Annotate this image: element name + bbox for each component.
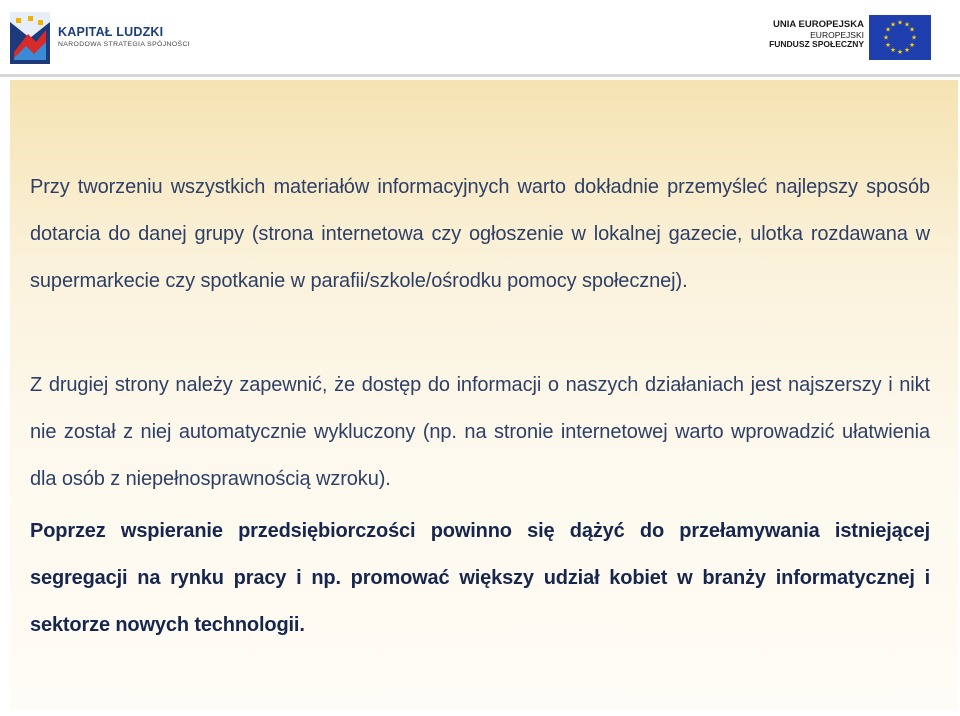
kapital-ludzki-wordmark xyxy=(58,26,190,48)
paragraph-text: Z drugiej strony należy zapewnić, że dostęp do informacji o naszych działaniach jest najszerszy i nikt nie został z niej automatycznie wykluczony (np. na stronie internetowej warto wprowadzić ułatwienia dla osób z niepełnosprawnością wzroku). xyxy=(30,374,930,490)
svg-text:★: ★ xyxy=(909,41,915,49)
svg-text:★: ★ xyxy=(904,46,910,54)
svg-text:★: ★ xyxy=(890,20,896,29)
svg-text:★: ★ xyxy=(909,25,915,34)
svg-text:★: ★ xyxy=(890,46,896,54)
fund-name-line1: EUROPEJSKI xyxy=(810,29,864,40)
svg-text:★: ★ xyxy=(897,48,903,56)
svg-text:★: ★ xyxy=(904,20,910,29)
content-panel xyxy=(10,80,958,710)
paragraph-materials xyxy=(30,164,930,305)
svg-text:★: ★ xyxy=(911,33,917,42)
svg-text:★: ★ xyxy=(897,18,903,27)
paragraph-text-bold: Poprzez wspieranie przedsiębiorczości powinno się dążyć do przełamywania istniejącej segregacji na rynku pracy i np. promować większy udział kobiet w branży informatycznej i sektorze nowych technologii. xyxy=(30,520,930,636)
eu-flag-icon xyxy=(869,15,931,60)
header-bar xyxy=(0,0,960,74)
paragraph-accessibility xyxy=(30,362,930,503)
eu-fund-wordmark xyxy=(769,20,864,50)
program-name: KAPITAŁ LUDZKI xyxy=(58,25,164,39)
svg-text:★: ★ xyxy=(885,41,891,49)
fund-name-line2: FUNDUSZ SPOŁECZNY xyxy=(769,39,864,50)
program-subtitle: NARODOWA STRATEGIA SPÓJNOŚCI xyxy=(58,40,191,48)
svg-text:★: ★ xyxy=(885,25,891,34)
header-divider xyxy=(0,74,960,77)
paragraph-text: Przy tworzeniu wszystkich materiałów informacyjnych warto dokładnie przemyśleć najlepszy sposób dotarcia do danej grupy (strona internetowa czy ogłoszenie w lokalnej gazecie, ulotka rozdawana w supermarkecie czy spotkanie w parafii/szkole/ośrodku pomocy społecznej). xyxy=(30,176,930,292)
eu-name: UNIA EUROPEJSKA xyxy=(773,19,864,30)
kapital-ludzki-logo-icon xyxy=(6,8,56,68)
svg-text:★: ★ xyxy=(883,33,889,42)
paragraph-entrepreneurship xyxy=(30,508,930,649)
